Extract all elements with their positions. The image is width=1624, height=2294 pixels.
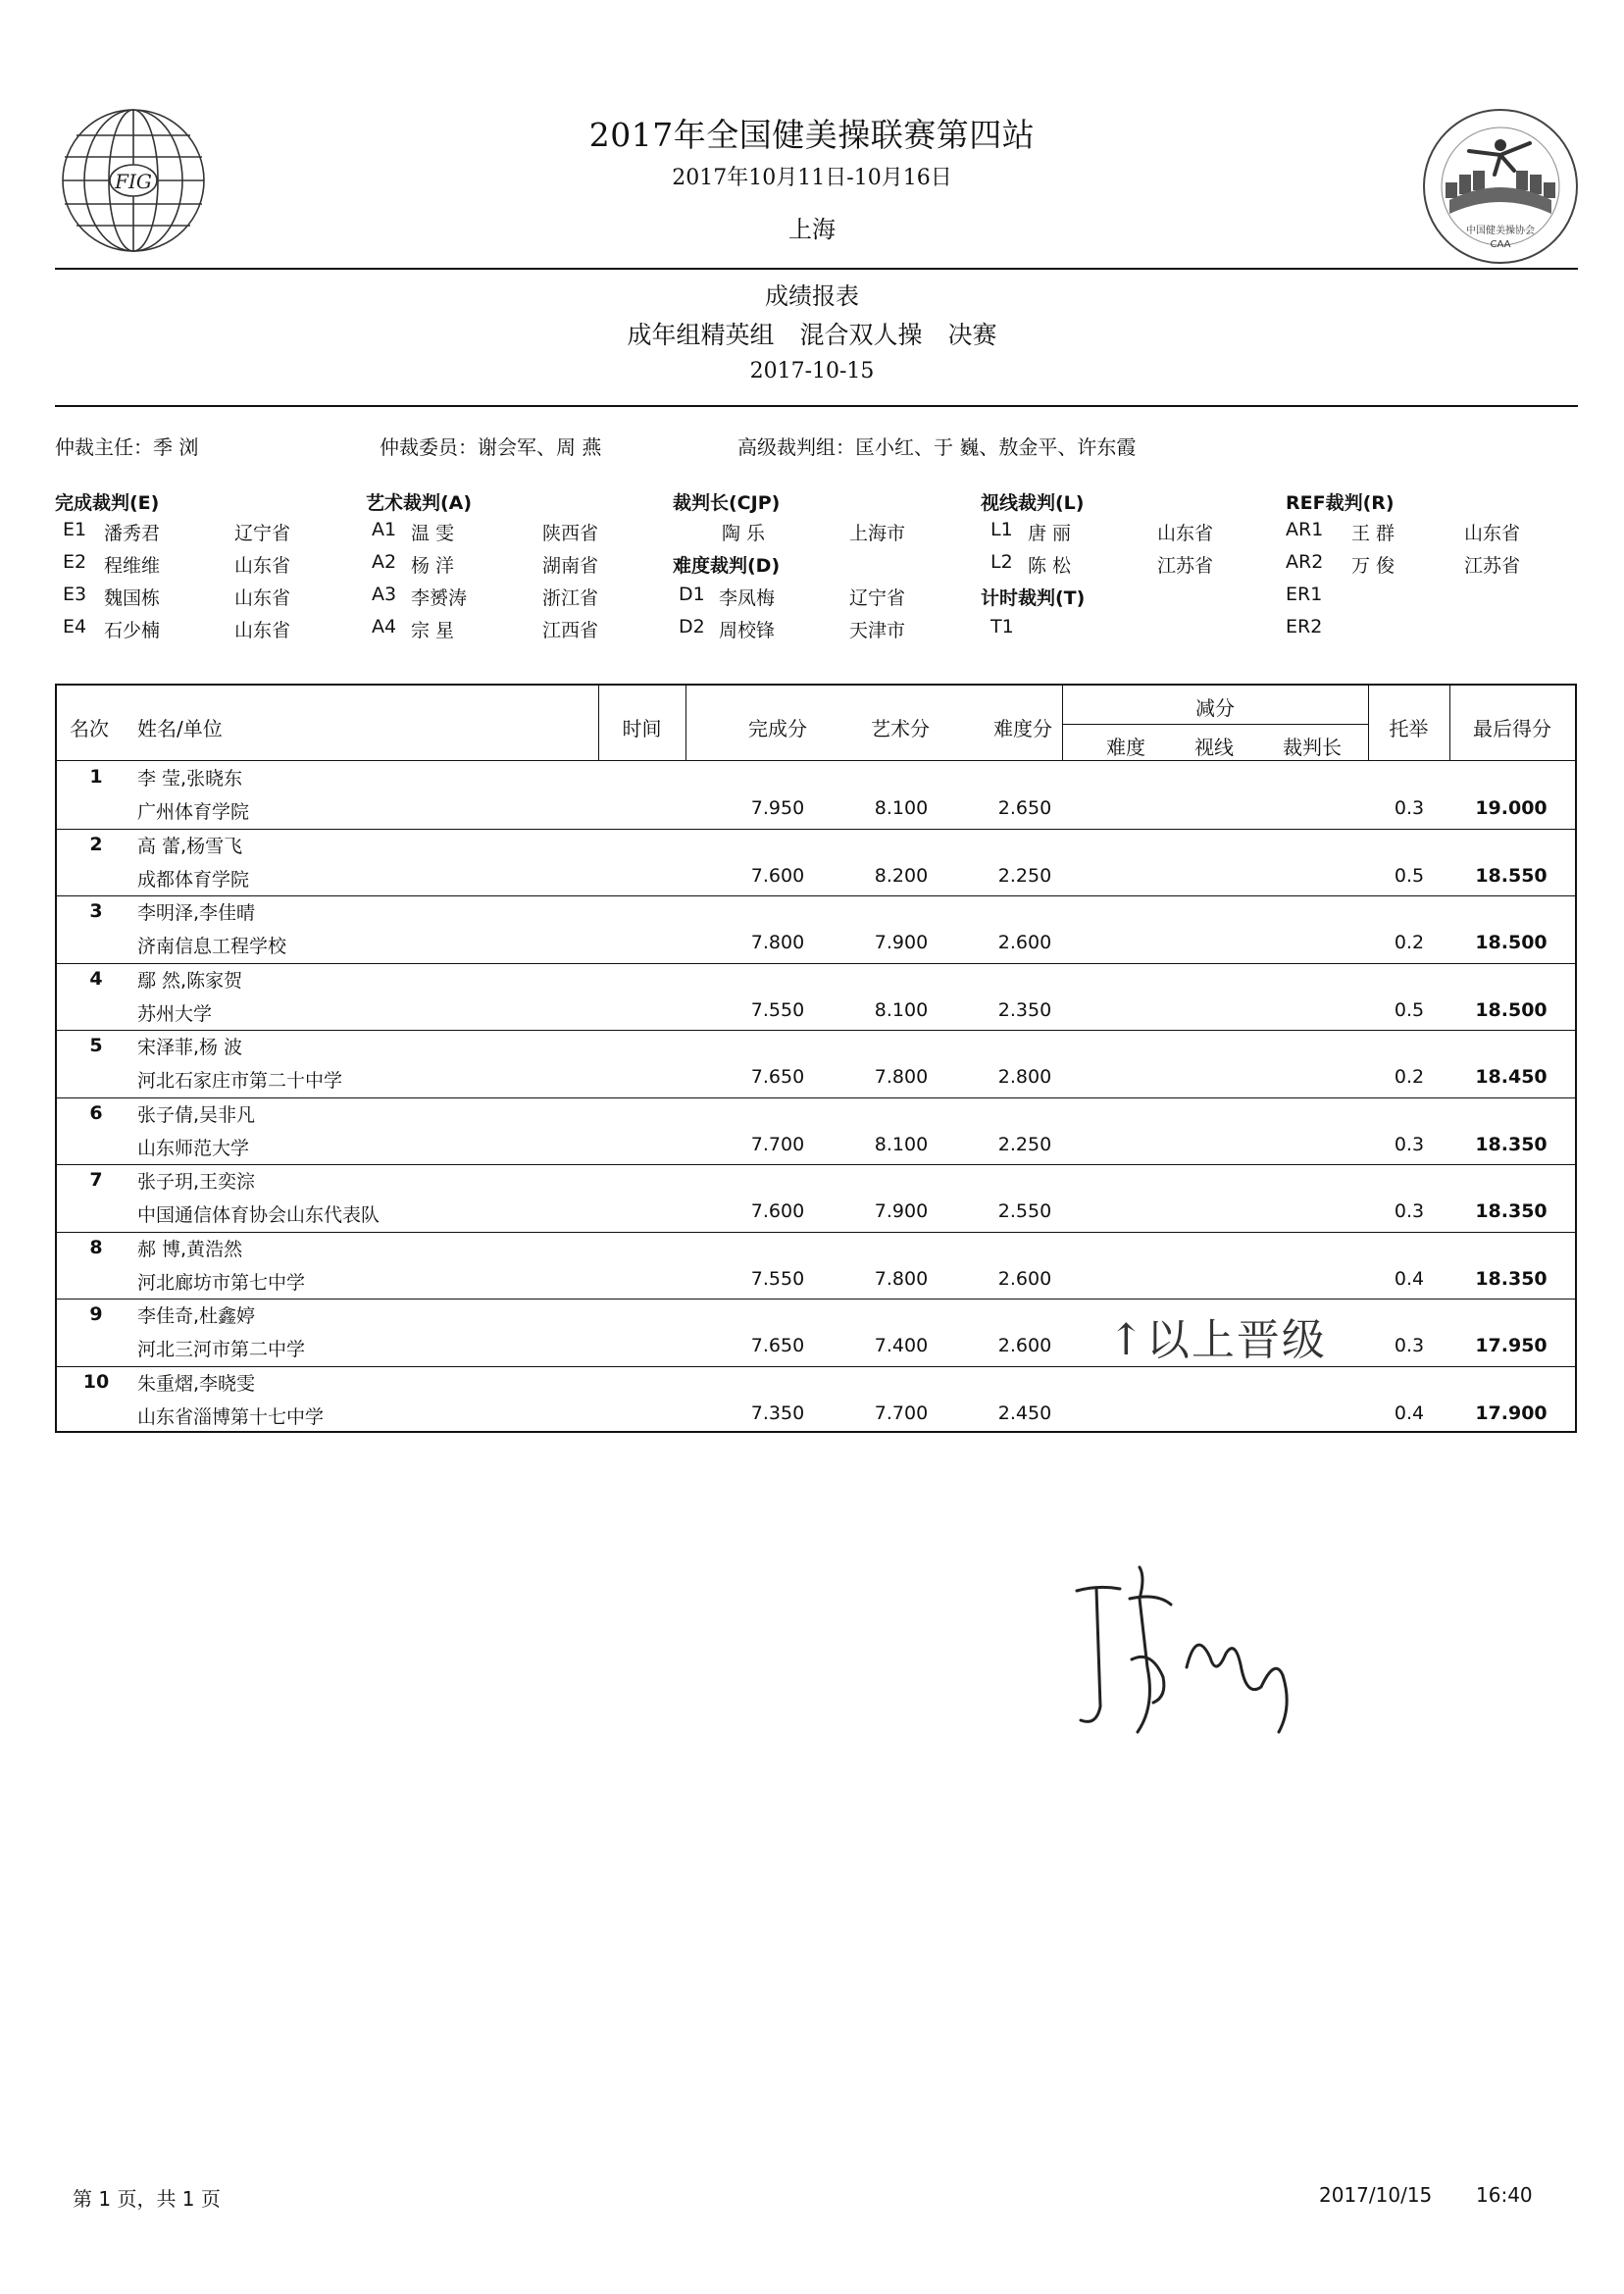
rank-cell: 3 — [89, 900, 103, 922]
caa-logo-text-en: CAA — [1490, 239, 1511, 250]
judge-code: E1 — [63, 519, 87, 540]
final-score: 18.350 — [1475, 1133, 1548, 1155]
up-arrow-icon: ↑ — [1108, 1315, 1146, 1365]
results-table — [55, 684, 1577, 1433]
difficulty-score: 2.250 — [997, 1133, 1052, 1155]
final-score: 18.500 — [1475, 998, 1548, 1021]
rank-cell: 7 — [89, 1169, 103, 1191]
athlete-names: 李佳奇,杜鑫婷 — [137, 1305, 256, 1327]
jury-chair: 仲裁主任：季 浏 — [55, 435, 199, 459]
judge-province: 山东省 — [234, 587, 291, 609]
judge-code: A4 — [372, 616, 397, 637]
difficulty-score: 2.550 — [997, 1200, 1052, 1222]
col-rank-header: 名次 — [70, 717, 109, 740]
final-score: 17.900 — [1475, 1402, 1548, 1424]
athlete-unit: 苏州大学 — [137, 1002, 213, 1025]
judge-province: 辽宁省 — [849, 587, 906, 609]
athlete-unit: 山东省淄博第十七中学 — [137, 1405, 325, 1428]
athlete-names: 朱重熠,李晓雯 — [137, 1372, 256, 1395]
judge-province: 山东省 — [234, 555, 291, 577]
panel-title: 艺术裁判(A) — [366, 492, 473, 514]
artistic-score: 8.100 — [874, 797, 929, 819]
athlete-unit: 河北廊坊市第七中学 — [137, 1271, 306, 1294]
artistic-score: 7.800 — [874, 1066, 929, 1088]
athlete-names: 张子玥,王奕淙 — [137, 1171, 256, 1193]
judge-name: 程维维 — [104, 555, 161, 577]
panel-title: REF裁判(R) — [1286, 492, 1395, 514]
judge-name: 周校锋 — [719, 620, 776, 641]
row-divider — [57, 1097, 1575, 1098]
judge-province: 山东省 — [1157, 523, 1214, 544]
athlete-unit: 济南信息工程学校 — [137, 936, 287, 957]
rank-cell: 4 — [89, 967, 103, 990]
col-time-header: 时间 — [622, 717, 662, 740]
final-score: 18.500 — [1475, 932, 1548, 953]
event-type: 混合双人操 — [799, 321, 923, 349]
execution-score: 7.650 — [750, 1066, 805, 1088]
judge-province: 江西省 — [542, 620, 599, 641]
header-bottom-line — [57, 760, 1575, 761]
col-divider — [685, 686, 686, 760]
athlete-names: 鄢 然,陈家贺 — [137, 969, 243, 992]
judge-name: 宗 星 — [411, 620, 455, 641]
col-ded-line-header: 视线 — [1194, 736, 1234, 759]
judge-name: 潘秀君 — [104, 523, 161, 544]
judge-code: A2 — [372, 551, 397, 573]
artistic-score: 8.100 — [874, 1133, 929, 1155]
judge-name: 石少楠 — [104, 620, 161, 641]
artistic-score: 7.900 — [874, 932, 929, 953]
final-score: 18.350 — [1475, 1267, 1548, 1290]
event-round: 决赛 — [947, 321, 997, 349]
lift-score: 0.3 — [1394, 1335, 1425, 1356]
artistic-score: 7.400 — [874, 1335, 929, 1356]
judge-code: L2 — [990, 551, 1013, 573]
row-divider — [57, 1030, 1575, 1031]
judge-code: E4 — [63, 616, 87, 637]
qualified-annotation — [1108, 1304, 1327, 1367]
judge-province: 陕西省 — [542, 523, 599, 544]
col-execution-header: 完成分 — [748, 717, 807, 740]
judge-code: ER1 — [1286, 584, 1323, 605]
athlete-unit: 山东师范大学 — [137, 1137, 250, 1159]
execution-score: 7.550 — [750, 998, 805, 1021]
report-title: 成绩报表 — [765, 282, 859, 310]
difficulty-score: 2.600 — [997, 932, 1052, 953]
judge-code: D2 — [679, 616, 705, 637]
rank-cell: 6 — [89, 1101, 103, 1124]
col-deductions-header: 减分 — [1195, 696, 1235, 720]
col-final-header: 最后得分 — [1473, 717, 1551, 740]
row-divider — [57, 895, 1575, 896]
col-ded-cjp-header: 裁判长 — [1283, 736, 1342, 759]
athlete-unit: 河北石家庄市第二十中学 — [137, 1070, 343, 1092]
difficulty-score: 2.450 — [997, 1402, 1052, 1424]
lift-score: 0.3 — [1394, 797, 1425, 819]
difficulty-score: 2.600 — [997, 1267, 1052, 1290]
judge-province: 天津市 — [849, 620, 906, 641]
event-name — [0, 316, 1624, 351]
final-score: 18.550 — [1475, 864, 1548, 887]
rank-cell: 5 — [89, 1035, 103, 1056]
athlete-names: 张子倩,吴非凡 — [137, 1103, 256, 1126]
final-score: 17.950 — [1475, 1335, 1548, 1356]
col-lift-header: 托举 — [1389, 717, 1429, 740]
event-dates: 2017年10月11日-10月16日 — [672, 166, 952, 190]
lift-score: 0.3 — [1394, 1200, 1425, 1222]
caa-logo-text-cn: 中国健美操协会 — [1466, 226, 1535, 236]
col-difficulty-header: 难度分 — [993, 717, 1052, 740]
rank-cell: 2 — [89, 833, 103, 855]
judge-code: L1 — [990, 519, 1013, 540]
judge-name: 李凤梅 — [719, 587, 776, 609]
judge-name: 温 雯 — [411, 523, 455, 544]
header-divider-bottom — [55, 405, 1578, 407]
row-divider — [57, 963, 1575, 964]
artistic-score: 7.900 — [874, 1200, 929, 1222]
execution-score: 7.650 — [750, 1335, 805, 1356]
lift-score: 0.5 — [1394, 864, 1425, 887]
judge-name: 李赟涛 — [411, 587, 468, 609]
event-group: 成年组精英组 — [627, 321, 775, 349]
page-number: 第 1 页，共 1 页 — [73, 2187, 221, 2211]
final-score: 18.450 — [1475, 1066, 1548, 1088]
deductions-divider — [1062, 724, 1368, 725]
judge-province: 湖南省 — [542, 555, 599, 577]
final-score: 19.000 — [1475, 797, 1548, 819]
judge-province: 辽宁省 — [234, 523, 291, 544]
panel-title: 计时裁判(T) — [981, 587, 1086, 609]
athlete-names: 高 蕾,杨雪飞 — [137, 835, 243, 857]
jury-committee: 仲裁委员：谢会军、周 燕 — [380, 435, 602, 459]
execution-score: 7.800 — [750, 932, 805, 953]
lift-score: 0.2 — [1394, 1066, 1425, 1088]
judge-name: 王 群 — [1351, 523, 1396, 544]
athlete-names: 李明泽,李佳晴 — [137, 902, 256, 924]
row-divider — [57, 1299, 1575, 1300]
judge-code: A1 — [372, 519, 397, 540]
judge-code: AR2 — [1286, 551, 1324, 573]
difficulty-score: 2.600 — [997, 1335, 1052, 1356]
row-divider — [57, 1366, 1575, 1367]
header-divider-top — [55, 268, 1578, 270]
print-time: 16:40 — [1476, 2183, 1533, 2207]
judge-province: 浙江省 — [542, 587, 599, 609]
judge-code: AR1 — [1286, 519, 1324, 540]
col-artistic-header: 艺术分 — [871, 717, 930, 740]
col-ded-difficulty-header: 难度 — [1106, 736, 1145, 759]
rank-cell: 1 — [89, 766, 103, 788]
judge-code: A3 — [372, 584, 397, 605]
athlete-names: 郝 博,黄浩然 — [137, 1238, 243, 1260]
lift-score: 0.3 — [1394, 1133, 1425, 1155]
judge-name: 魏国栋 — [104, 587, 161, 609]
panel-title: 裁判长(CJP) — [673, 492, 781, 514]
difficulty-score: 2.250 — [997, 864, 1052, 887]
panel-title: 难度裁判(D) — [673, 555, 781, 577]
rank-cell: 8 — [89, 1236, 103, 1258]
judge-name: 万 俊 — [1351, 555, 1396, 577]
judge-name: 杨 洋 — [411, 555, 455, 577]
page-title: 2017年全国健美操联赛第四站 — [588, 116, 1036, 154]
senior-judges: 高级裁判组：匡小红、于 巍、敖金平、许东霞 — [737, 435, 1137, 459]
rank-cell: 10 — [82, 1370, 110, 1393]
execution-score: 7.700 — [750, 1133, 805, 1155]
execution-score: 7.600 — [750, 1200, 805, 1222]
athlete-unit: 中国通信体育协会山东代表队 — [137, 1204, 381, 1226]
artistic-score: 7.800 — [874, 1267, 929, 1290]
col-name-header: 姓名/单位 — [137, 717, 223, 740]
difficulty-score: 2.650 — [997, 797, 1052, 819]
row-divider — [57, 1164, 1575, 1165]
judge-code: T1 — [990, 616, 1014, 637]
panel-title: 完成裁判(E) — [55, 492, 160, 514]
execution-score: 7.550 — [750, 1267, 805, 1290]
lift-score: 0.5 — [1394, 998, 1425, 1021]
athlete-unit: 河北三河市第二中学 — [137, 1339, 306, 1360]
row-divider — [57, 1232, 1575, 1233]
judge-province: 山东省 — [1464, 523, 1521, 544]
event-date: 2017-10-15 — [749, 359, 875, 383]
athlete-unit: 广州体育学院 — [137, 801, 250, 823]
judge-name: 唐 丽 — [1028, 523, 1072, 544]
judge-province: 山东省 — [234, 620, 291, 641]
difficulty-score: 2.800 — [997, 1066, 1052, 1088]
row-divider — [57, 829, 1575, 830]
artistic-score: 7.700 — [874, 1402, 929, 1424]
lift-score: 0.4 — [1394, 1267, 1425, 1290]
difficulty-score: 2.350 — [997, 998, 1052, 1021]
judge-name: 陶 乐 — [722, 523, 766, 544]
judge-name: 陈 松 — [1028, 555, 1072, 577]
final-score: 18.350 — [1475, 1200, 1548, 1222]
rank-cell: 9 — [89, 1303, 103, 1325]
fig-logo-text: FIG — [115, 170, 152, 193]
athlete-names: 李 莹,张晓东 — [137, 768, 243, 790]
signature — [1069, 1559, 1304, 1746]
athlete-names: 宋泽菲,杨 波 — [137, 1037, 243, 1058]
event-city: 上海 — [788, 216, 836, 243]
artistic-score: 8.100 — [874, 998, 929, 1021]
judge-province: 江苏省 — [1157, 555, 1214, 577]
lift-score: 0.2 — [1394, 932, 1425, 953]
artistic-score: 8.200 — [874, 864, 929, 887]
judge-code: E3 — [63, 584, 87, 605]
execution-score: 7.350 — [750, 1402, 805, 1424]
lift-score: 0.4 — [1394, 1402, 1425, 1424]
execution-score: 7.950 — [750, 797, 805, 819]
judge-province: 江苏省 — [1464, 555, 1521, 577]
judge-code: D1 — [679, 584, 705, 605]
judge-province: 上海市 — [849, 523, 906, 544]
print-date: 2017/10/15 — [1319, 2183, 1433, 2207]
judge-code: ER2 — [1286, 616, 1323, 637]
qualified-annotation-text: 以上晋级 — [1145, 1315, 1327, 1365]
athlete-unit: 成都体育学院 — [137, 868, 250, 891]
panel-title: 视线裁判(L) — [981, 492, 1085, 514]
execution-score: 7.600 — [750, 864, 805, 887]
judge-code: E2 — [63, 551, 87, 573]
